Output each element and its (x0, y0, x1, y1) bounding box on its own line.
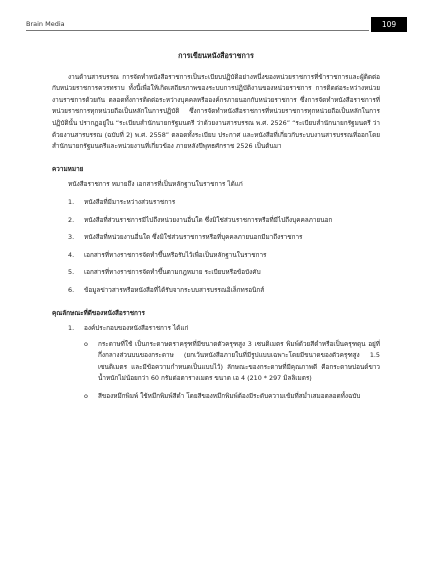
list-item (52, 215, 380, 227)
page-content (52, 46, 380, 409)
bullet-icon: o (84, 339, 88, 348)
publisher-name: Brain Media (26, 20, 65, 28)
list-text: ข้อมูลข่าวสารหรือหนังสือที่ได้รับจากระบบสารบรรณอิเล็กทรอนิกส์ (84, 285, 265, 294)
list-text: องค์ประกอบของหนังสือราชการ ได้แก่ (84, 324, 189, 333)
meaning-list (52, 197, 380, 297)
characteristics-heading: คุณลักษณะที่ดีของหนังสือราชการ (52, 308, 145, 317)
list-text: เอกสารที่ทางราชการจัดทำขึ้นหรือรับไว้เพื่อเป็นหลักฐานในราชการ (84, 250, 267, 259)
bullet-icon: o (84, 392, 88, 401)
list-number: 4. (68, 250, 75, 259)
list-item (52, 232, 380, 244)
bullet-item-paper (52, 339, 380, 385)
page-number: 109 (371, 17, 407, 32)
list-number: 2. (68, 215, 75, 224)
page-header (26, 17, 405, 31)
list-item (52, 250, 380, 262)
list-number: 3. (68, 233, 75, 242)
list-text: หนังสือที่ส่วนราชการมีไปถึงหน่วยงานอื่นใด ซึ่งมิใช่ส่วนราชการหรือที่มีไปถึงบุคคลภายนอก (84, 215, 333, 224)
list-number: 5. (68, 268, 75, 277)
intro-paragraph: งานด้านสารบรรณ การจัดทำหนังสือราชการเป็นระเบียบปฏิบัติอย่างหนึ่งของหน่วยราชการที่ข้าราชการและผู้ติดต่อกับหน่วยราชการควรทราบ ทั้งนี้เพื่อให้เกิดเสถียรภาพของระบบการปฏิบัติงานของหน่วยราชการ การติดต่อระหว่างหน่วยงานราชการด้วยกัน ตลอดทั้งการติดต่อระหว่างบุคคลหรือองค์กรภายนอกกับหน่วยราชการ ซึ่งการจัดทำหนังสือราชการที่หน่วยราชการทุกหน่วยถือเป็นหลักในการปฏิบัติ ซึ่งการจัดทำหนังสือราชการที่หน่วยราชการทุกหน่วยถือเป็นหลักในการปฏิบัตินั้น ปรากฏอยู่ใน “ระเบียบสำนักนายกรัฐมนตรี ว่าด้วยงานสารบรรณ พ.ศ. 2526” “ระเบียบสำนักนายกรัฐมนตรี ว่าด้วยงานสารบรรณ (ฉบับที่ 2) พ.ศ. 2558” ตลอดทั้งระเบียบ ประกาศ และหนังสือที่เกี่ยวกับระบบงานสารบรรณที่ออกโดยสำนักนายกรัฐมนตรีและหน่วยงานที่เกี่ยวข้อง ภายหลังปีพุทธศักราช 2526 เป็นต้นมา (52, 72, 380, 151)
components-item (52, 323, 380, 335)
list-number: 1. (68, 197, 75, 206)
list-text: หนังสือที่หน่วยงานอื่นใด ซึ่งมิใช่ส่วนราชการหรือที่บุคคลภายนอกมีมาถึงราชการ (84, 233, 303, 242)
header-divider (26, 30, 369, 31)
bullet-item-ink (52, 391, 380, 403)
list-item (52, 197, 380, 209)
list-number: 1. (68, 324, 75, 333)
list-text: เอกสารที่ทางราชการจัดทำขึ้นตามกฎหมาย ระเบียบหรือข้อบังคับ (84, 268, 261, 277)
meaning-lead: หนังสือราชการ หมายถึง เอกสารที่เป็นหลักฐานในราชการ ได้แก่ (68, 180, 243, 189)
list-number: 6. (68, 285, 75, 294)
list-item (52, 267, 380, 279)
bullet-text: สีของหมึกพิมพ์ ใช้หมึกพิมพ์สีดำ โดยสีของหมึกพิมพ์ต้องมีระดับความเข้มที่สม่ำเสมอตลอดทั้งฉบับ (98, 392, 361, 401)
meaning-heading: ความหมาย (52, 164, 84, 173)
list-item (52, 285, 380, 297)
document-title: การเขียนหนังสือราชการ (178, 51, 254, 60)
list-text: หนังสือที่มีมาระหว่างส่วนราชการ (84, 197, 176, 206)
bullet-text: กระดาษที่ใช้ เป็นกระดาษตราครุฑที่มีขนาดตัวครุฑสูง 3 เซนติเมตร พิมพ์ด้วยสีดำหรือเป็นครุฑดุน อยู่ที่กึ่งกลางส่วนบนของกระดาษ (ยกเว้นหนังสือภายในที่มีรูปแบบเฉพาะโดยมีขนาดของตัวครุฑสูง 1.5 เซนติเมตร และมีข้อความกำหนดเป็นแบบไว้) ลักษณะของกระดาษที่มีคุณภาพดี คือกระดาษปอนด์ขาว น้ำหนักไม่น้อยกว่า 60 กรัมต่อตารางเมตร ขนาด เอ 4 (210 * 297 มิลลิเมตร) (98, 339, 380, 383)
